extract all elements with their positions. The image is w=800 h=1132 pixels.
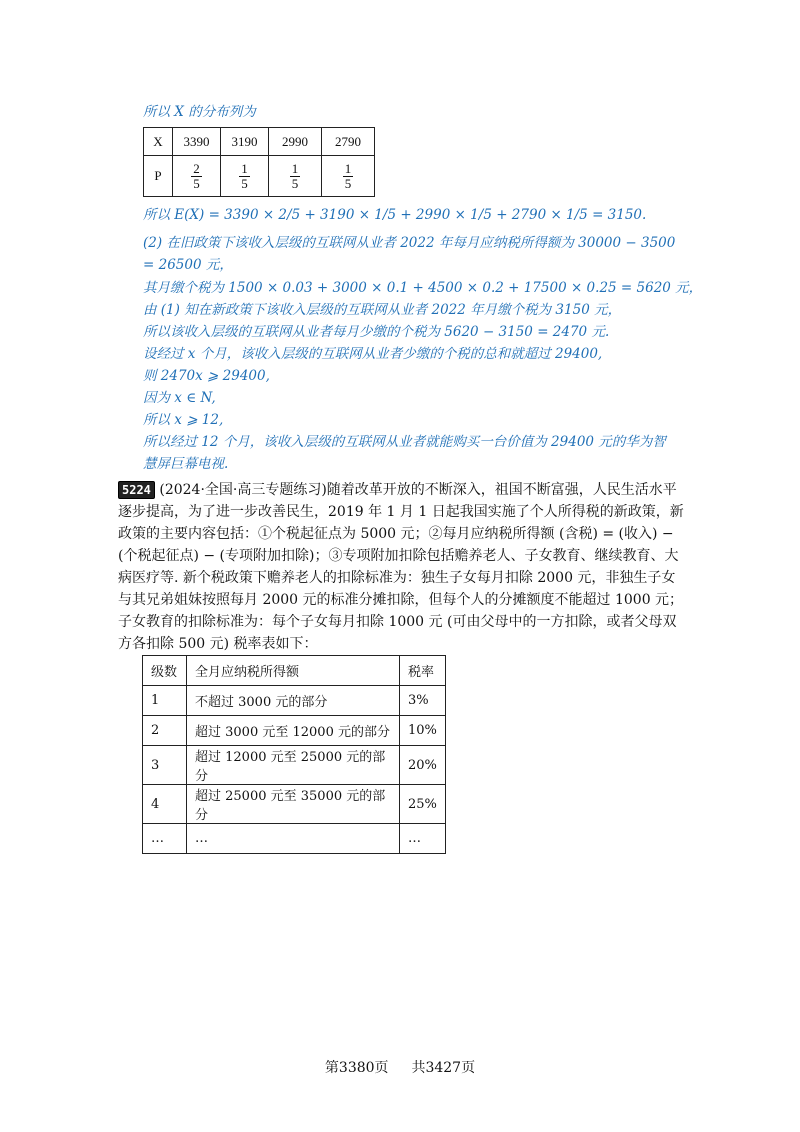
solution-line: 设经过 x 个月，该收入层级的互联网从业者少缴的个税的总和就超过 29400, [143, 346, 603, 362]
solution-line: 因为 x ∈ N, [143, 390, 216, 406]
table-header-row [143, 656, 446, 686]
table-cell: 超过 25000 元至 35000 元的部分 [187, 785, 400, 824]
table-cell: 3 [143, 746, 187, 785]
table-cell: … [400, 824, 446, 854]
table-cell: 2 [143, 716, 187, 746]
table-row [143, 746, 446, 785]
table-cell: 不超过 3000 元的部分 [187, 686, 400, 716]
table-header-cell: 税率 [400, 656, 446, 686]
distribution-table [143, 127, 375, 197]
solution-line: 所以经过 12 个月，该收入层级的互联网从业者就能购买一台价值为 29400 元的华为智 [143, 434, 666, 450]
table-cell: 4 [143, 785, 187, 824]
solution-line: (2) 在旧政策下该收入层级的互联网从业者 2022 年每月应纳税所得额为 30000 − 3500 [143, 235, 676, 251]
table-cell: 超过 12000 元至 25000 元的部分 [187, 746, 400, 785]
solution-line: 所以 x ⩾ 12, [143, 412, 224, 428]
fraction-numerator: 1 [291, 161, 299, 176]
table-row [143, 686, 446, 716]
expectation-line: 所以 E(X) = 3390 × 2/5 + 3190 × 1/5 + 2990 × 1/5 + 2790 × 1/5 = 3150. [143, 207, 647, 223]
page-footer [0, 1057, 800, 1077]
probability-cell [221, 156, 269, 197]
distribution-row-x [144, 128, 375, 156]
tax-rate-table [142, 655, 446, 854]
fraction-numerator: 2 [193, 161, 200, 176]
fraction-denominator: 5 [291, 176, 299, 191]
solution-line: 由 (1) 知在新政策下该收入层级的互联网从业者 2022 年月缴个税为 3150 元， [143, 302, 622, 318]
table-row [143, 716, 446, 746]
table-header-cell: 级数 [143, 656, 187, 686]
fraction-numerator: 1 [344, 161, 352, 176]
table-cell: X [144, 128, 173, 156]
solution-line: 所以该收入层级的互联网从业者每月少缴的个税为 5620 − 3150 = 2470 元. [143, 324, 610, 340]
table-cell: 25% [400, 785, 446, 824]
table-cell: 3% [400, 686, 446, 716]
solution-line: 慧屏巨幕电视. [143, 456, 229, 472]
distribution-row-p [144, 156, 375, 197]
solution-line: = 26500 元， [143, 257, 233, 273]
page-total: 共3427页 [411, 1060, 476, 1076]
table-cell: 1 [143, 686, 187, 716]
probability-cell [322, 156, 375, 197]
table-row [143, 824, 446, 854]
fraction-numerator: 1 [241, 161, 248, 176]
problem-number-badge: 5224 [118, 481, 155, 499]
table-cell: 3190 [221, 128, 269, 156]
problem-statement [118, 479, 688, 655]
table-cell: 20% [400, 746, 446, 785]
table-cell: 10% [400, 716, 446, 746]
fraction-denominator: 5 [241, 176, 248, 191]
fraction-denominator: 5 [193, 176, 200, 191]
table-cell: P [144, 156, 173, 197]
page-number: 第3380页 [324, 1060, 389, 1076]
solution-intro: 所以 X 的分布列为 [143, 104, 256, 120]
table-cell: 2990 [269, 128, 322, 156]
table-cell: 2790 [322, 128, 375, 156]
solution-line: 则 2470x ⩾ 29400, [143, 368, 270, 384]
table-cell: … [143, 824, 187, 854]
table-cell: 超过 3000 元至 12000 元的部分 [187, 716, 400, 746]
table-row [143, 785, 446, 824]
table-cell: 3390 [173, 128, 221, 156]
solution-line: 其月缴个税为 1500 × 0.03 + 3000 × 0.1 + 4500 × 0.2 + 17500 × 0.25 = 5620 元， [143, 280, 703, 296]
probability-cell [269, 156, 322, 197]
table-header-cell: 全月应纳税所得额 [187, 656, 400, 686]
table-cell: … [187, 824, 400, 854]
fraction-denominator: 5 [344, 176, 352, 191]
problem-text: (2024·全国·高三专题练习)随着改革开放的不断深入，祖国不断富强，人民生活水平逐步提高，为了进一步改善民生，2019 年 1 月 1 日起我国实施了个人所得税的新政策，新政策的主要内容包括：①个税起征点为 5000 元；②每月应纳税所得额 (含税) = (收入) − (个税起征点) − (专项附加扣除)；③专项附加扣除包括赡养老人、子女教育、继续教育、大病医疗等. 新个税政策下赡养老人的扣除标准为：独生子女每月扣除 2000 元，非独生子女与其兄弟姐妹按照每月 2000 元的标准分摊扣除，但每个人的分摊额度不能超过 1000 元；子女教育的扣除标准为：每个子女每月扣除 1000 元 (可由父母中的一方扣除，或者父母双方各扣除 500 元) 税率表如下： [118, 482, 684, 652]
probability-cell [173, 156, 221, 197]
